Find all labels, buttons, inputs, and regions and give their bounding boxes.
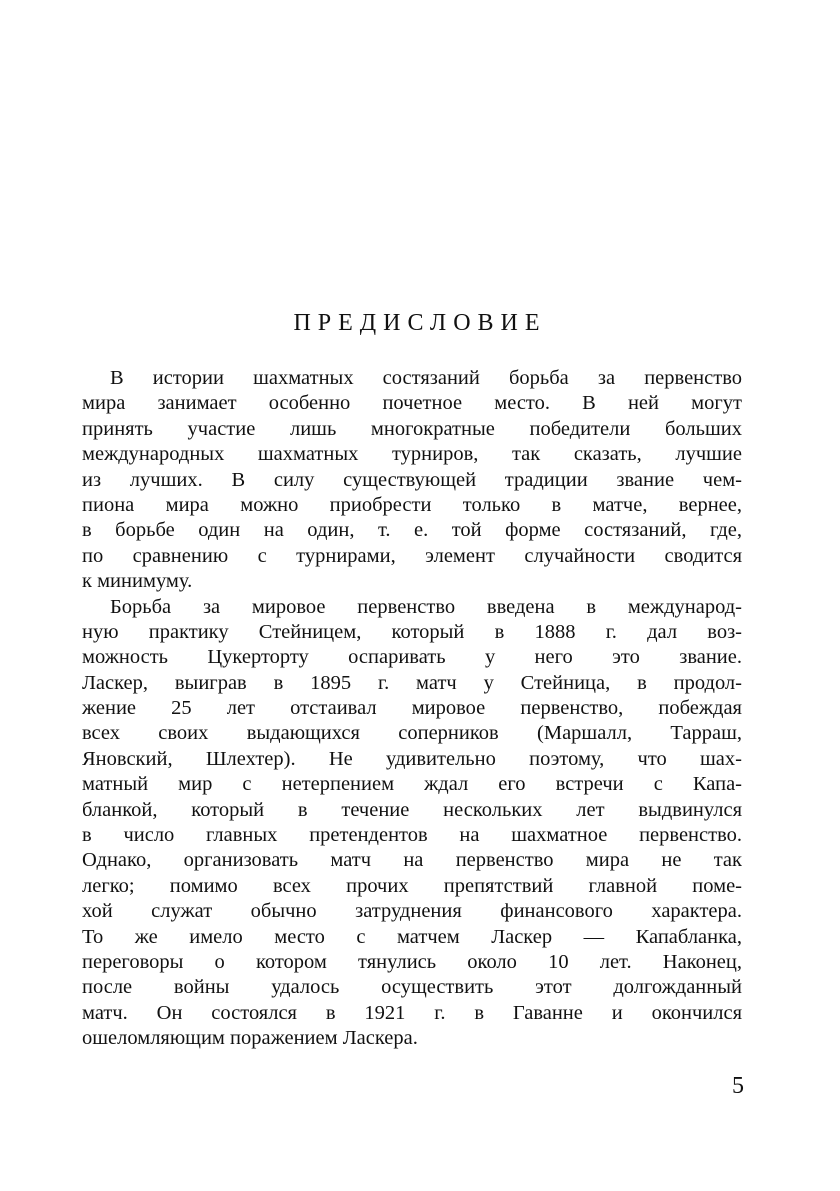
text-line: принять участие лишь многократные победители больших bbox=[82, 417, 742, 440]
text-line: после войны удалось осуществить этот долгожданный bbox=[82, 976, 742, 999]
text-line: ошеломляющим поражением Ласкера. bbox=[82, 1027, 418, 1050]
text-line: можность Цукерторту оспаривать у него это звание. bbox=[82, 646, 742, 669]
text-line: бланкой, который в течение нескольких лет выдвинулся bbox=[82, 798, 742, 821]
text-line: по сравнению с турнирами, элемент случайности сводится bbox=[82, 544, 742, 567]
text-line: международных шахматных турниров, так сказать, лучшие bbox=[82, 443, 742, 466]
text-line: из лучших. В силу существующей традиции звание чем- bbox=[82, 468, 742, 491]
text-line: мира занимает особенно почетное место. В ней могут bbox=[82, 392, 742, 415]
text-line: Борьба за мировое первенство введена в международ- bbox=[110, 595, 742, 618]
page-number: 5 bbox=[732, 1073, 744, 1099]
text-line: легко; помимо всех прочих препятствий главной поме- bbox=[82, 874, 742, 897]
text-line: пиона мира можно приобрести только в матче, вернее, bbox=[82, 493, 742, 516]
text-line: к минимуму. bbox=[82, 570, 193, 593]
preface-text bbox=[82, 366, 742, 1052]
paragraph-1 bbox=[82, 366, 742, 595]
text-line: хой служат обычно затруднения финансового характера. bbox=[82, 900, 742, 923]
text-line: переговоры о котором тянулись около 10 лет. Наконец, bbox=[82, 950, 742, 973]
text-line: в число главных претендентов на шахматное первенство. bbox=[82, 824, 742, 847]
text-line: Яновский, Шлехтер). Не удивительно поэтому, что шах- bbox=[82, 747, 742, 770]
text-line: Ласкер, выиграв в 1895 г. матч у Стейница, в продол- bbox=[82, 671, 742, 694]
text-line: ную практику Стейницем, который в 1888 г. дал воз- bbox=[82, 620, 742, 643]
text-line: В истории шахматных состязаний борьба за первенство bbox=[110, 367, 742, 389]
text-line: матный мир с нетерпением ждал его встречи с Капа- bbox=[82, 773, 742, 796]
text-line: матч. Он состоялся в 1921 г. в Гаванне и окончился bbox=[82, 1001, 742, 1024]
text-line: жение 25 лет отстаивал мировое первенство, побеждая bbox=[82, 697, 742, 720]
text-line: То же имело место с матчем Ласкер — Капабланка, bbox=[82, 925, 742, 948]
paragraph-2 bbox=[82, 595, 742, 1052]
text-line: всех своих выдающихся соперников (Маршалл, Тарраш, bbox=[82, 722, 742, 745]
text-line: в борьбе один на один, т. е. той форме состязаний, где, bbox=[82, 519, 742, 542]
chapter-heading: ПРЕДИСЛОВИЕ bbox=[293, 310, 547, 336]
text-line: Однако, организовать матч на первенство мира не так bbox=[82, 849, 742, 872]
